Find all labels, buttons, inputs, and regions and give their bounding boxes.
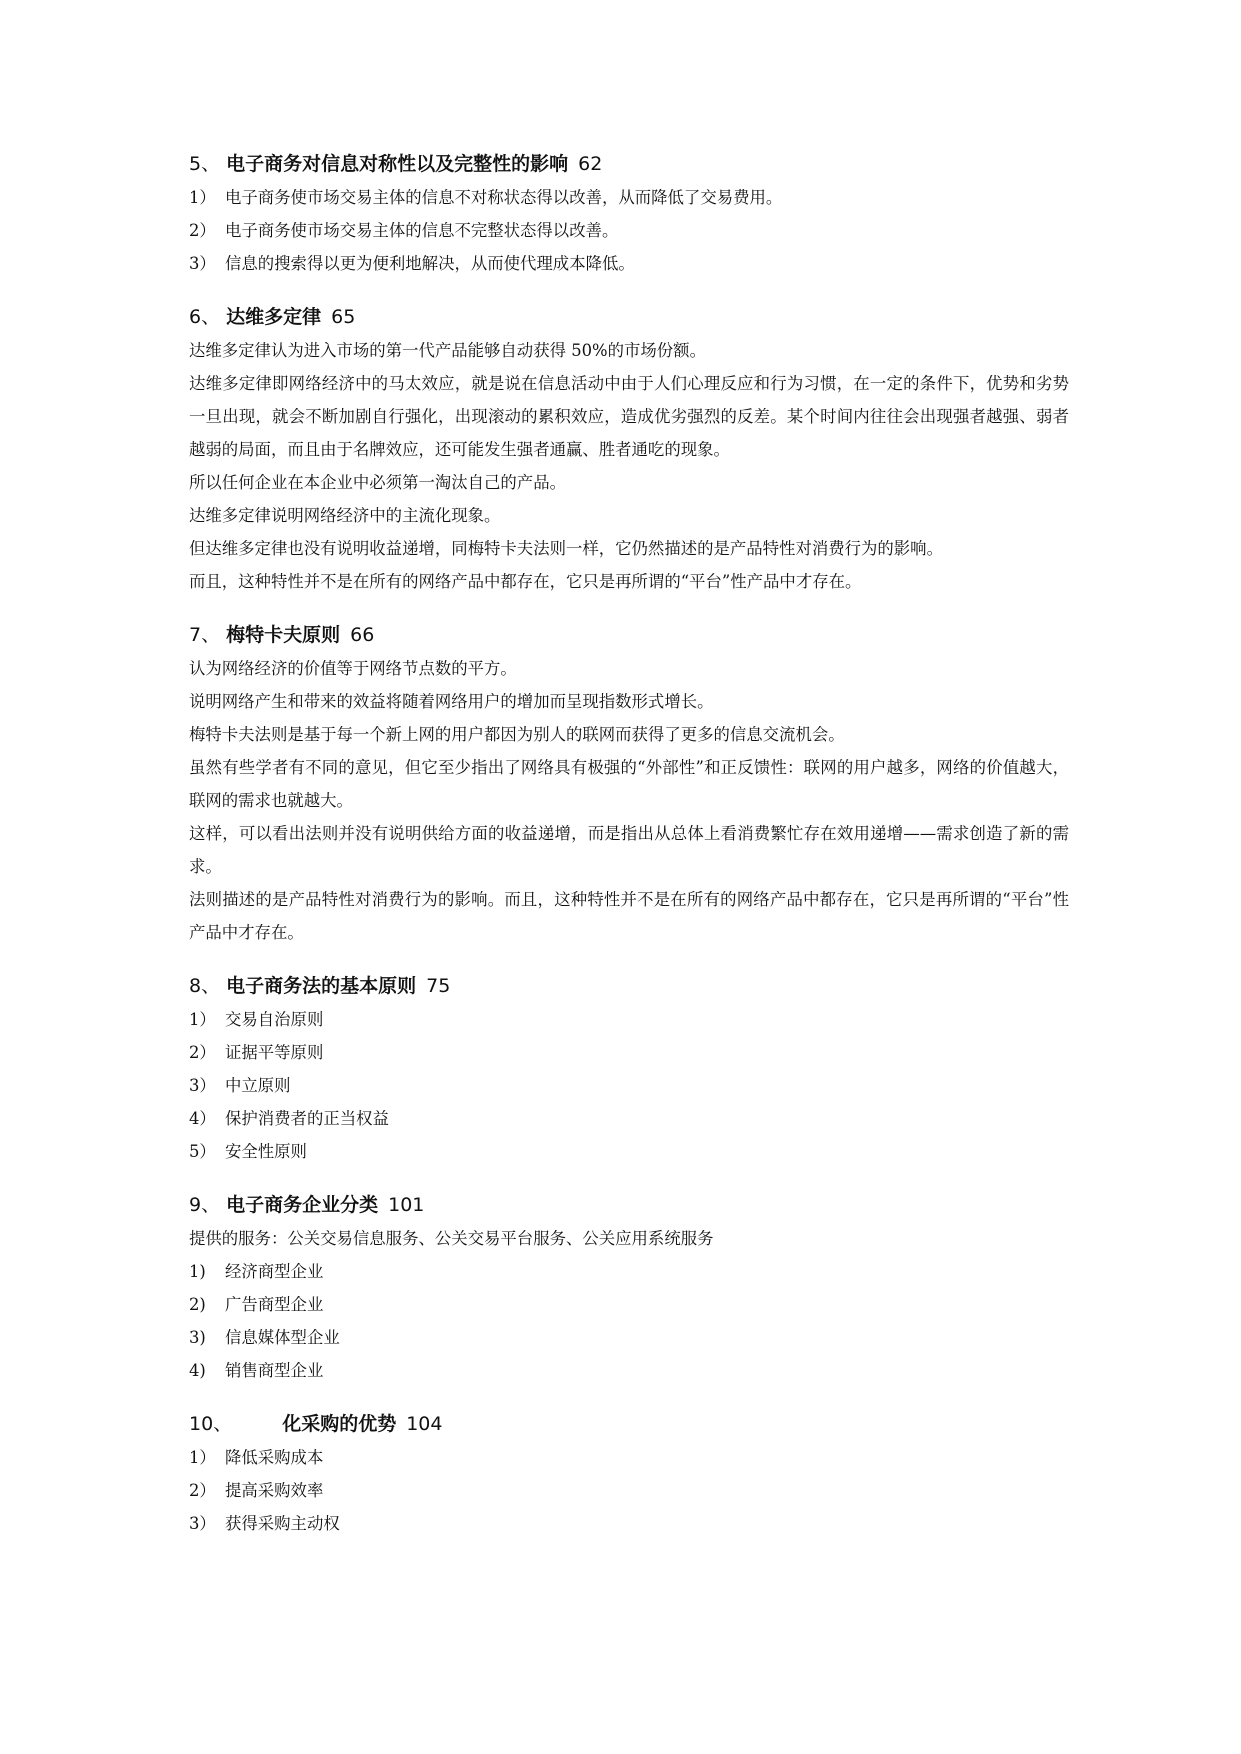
list-marker: 3）: [189, 1514, 216, 1533]
list-item-text: 安全性原则: [225, 1142, 307, 1161]
list-item-text: 电子商务使市场交易主体的信息不完整状态得以改善。: [225, 221, 619, 240]
section-title: 电子商务法的基本原则: [226, 975, 417, 997]
list-item-text: 提高采购效率: [225, 1481, 324, 1500]
list-marker: 4): [189, 1361, 206, 1380]
document-page: [189, 150, 1069, 1563]
page-reference: 62: [578, 153, 603, 175]
section-title: 梅特卡夫原则: [226, 624, 341, 646]
list-item: [189, 1036, 1069, 1069]
section-title: 化采购的优势: [282, 1413, 397, 1435]
section-number: 6、: [189, 306, 221, 328]
list-marker: 3): [189, 1328, 206, 1347]
paragraph: 而且，这种特性并不是在所有的网络产品中都存在，它只是再所谓的“平台”性产品中才存在。: [189, 572, 862, 591]
list-item: [189, 1354, 1069, 1387]
paragraph: 达维多定律认为进入市场的第一代产品能够自动获得 50%的市场份额。: [189, 341, 706, 360]
page-reference: 66: [350, 624, 375, 646]
section-heading: [189, 621, 1069, 649]
list-item-text: 广告商型企业: [225, 1295, 324, 1314]
list-marker: 3）: [189, 1076, 216, 1095]
list-item-text: 销售商型企业: [225, 1361, 324, 1380]
list-item: [189, 1135, 1069, 1168]
list-item-text: 保护消费者的正当权益: [225, 1109, 389, 1128]
section-7: [189, 621, 1069, 949]
list-item: [189, 214, 1069, 247]
section-number: 9、: [189, 1194, 221, 1216]
section-number: 10、: [189, 1413, 233, 1435]
paragraph: 所以任何企业在本企业中必须第一淘汰自己的产品。: [189, 473, 566, 492]
list-item: [189, 181, 1069, 214]
page-reference: 104: [406, 1413, 443, 1435]
page-reference: 65: [331, 306, 356, 328]
list-item: [189, 1321, 1069, 1354]
list-item-text: 电子商务使市场交易主体的信息不对称状态得以改善，从而降低了交易费用。: [225, 188, 783, 207]
list-marker: 1): [189, 1262, 206, 1281]
list-item: [189, 1474, 1069, 1507]
list-item: [189, 1003, 1069, 1036]
list-marker: 1）: [189, 1448, 216, 1467]
list-item: [189, 1507, 1069, 1540]
list-marker: 2）: [189, 221, 216, 240]
paragraph: 达维多定律即网络经济中的马太效应，就是说在信息活动中由于人们心理反应和行为习惯，在一定的条件下，优势和劣势一旦出现，就会不断加剧自行强化，出现滚动的累积效应，造成优劣强烈的反差。某个时间内往往会出现强者越强、弱者越弱的局面，而且由于名牌效应，还可能发生强者通赢、胜者通吃的现象。: [189, 374, 1069, 459]
list-item-text: 信息媒体型企业: [225, 1328, 340, 1347]
section-title: 达维多定律: [226, 306, 322, 328]
paragraph: 梅特卡夫法则是基于每一个新上网的用户都因为别人的联网而获得了更多的信息交流机会。: [189, 725, 845, 744]
paragraph: 但达维多定律也没有说明收益递增，同梅特卡夫法则一样，它仍然描述的是产品特性对消费行为的影响。: [189, 539, 943, 558]
paragraph: 虽然有些学者有不同的意见，但它至少指出了网络具有极强的“外部性”和正反馈性：联网的用户越多，网络的价值越大，联网的需求也就越大。: [189, 758, 1069, 810]
list-marker: 4）: [189, 1109, 216, 1128]
list-marker: 2）: [189, 1481, 216, 1500]
list-item-text: 交易自治原则: [225, 1010, 324, 1029]
section-9: [189, 1191, 1069, 1387]
paragraph: 这样，可以看出法则并没有说明供给方面的收益递增，而是指出从总体上看消费繁忙存在效用递增——需求创造了新的需求。: [189, 824, 1069, 876]
paragraph: 法则描述的是产品特性对消费行为的影响。而且，这种特性并不是在所有的网络产品中都存在，它只是再所谓的“平台”性产品中才存在。: [189, 890, 1069, 942]
list-item: [189, 247, 1069, 280]
list-marker: 1）: [189, 1010, 216, 1029]
list-item: [189, 1255, 1069, 1288]
list-item-text: 获得采购主动权: [225, 1514, 340, 1533]
page-reference: 75: [426, 975, 451, 997]
section-title: 电子商务企业分类: [226, 1194, 379, 1216]
list-item-text: 证据平等原则: [225, 1043, 324, 1062]
paragraph: 认为网络经济的价值等于网络节点数的平方。: [189, 659, 517, 678]
list-item-text: 信息的搜索得以更为便利地解决，从而使代理成本降低。: [225, 254, 635, 273]
section-number: 5、: [189, 153, 221, 175]
section-5: [189, 150, 1069, 280]
list-item: [189, 1288, 1069, 1321]
section-10: [189, 1410, 1069, 1540]
section-heading: [189, 303, 1069, 331]
section-6: [189, 303, 1069, 598]
page-reference: 101: [388, 1194, 425, 1216]
section-number: 8、: [189, 975, 221, 997]
paragraph: 提供的服务：公关交易信息服务、公关交易平台服务、公关应用系统服务: [189, 1229, 714, 1248]
list-marker: 5）: [189, 1142, 216, 1161]
section-title: 电子商务对信息对称性以及完整性的影响: [226, 153, 569, 175]
section-heading: [189, 1191, 1069, 1219]
section-heading: [189, 1410, 1069, 1438]
list-item-text: 经济商型企业: [225, 1262, 324, 1281]
list-item-text: 中立原则: [225, 1076, 291, 1095]
paragraph: 达维多定律说明网络经济中的主流化现象。: [189, 506, 501, 525]
section-heading: [189, 972, 1069, 1000]
list-marker: 1）: [189, 188, 216, 207]
section-number: 7、: [189, 624, 221, 646]
list-item: [189, 1441, 1069, 1474]
list-item: [189, 1102, 1069, 1135]
list-marker: 2）: [189, 1043, 216, 1062]
paragraph: 说明网络产生和带来的效益将随着网络用户的增加而呈现指数形式增长。: [189, 692, 714, 711]
list-marker: 3）: [189, 254, 216, 273]
section-heading: [189, 150, 1069, 178]
section-8: [189, 972, 1069, 1168]
list-item: [189, 1069, 1069, 1102]
list-item-text: 降低采购成本: [225, 1448, 324, 1467]
list-marker: 2): [189, 1295, 206, 1314]
